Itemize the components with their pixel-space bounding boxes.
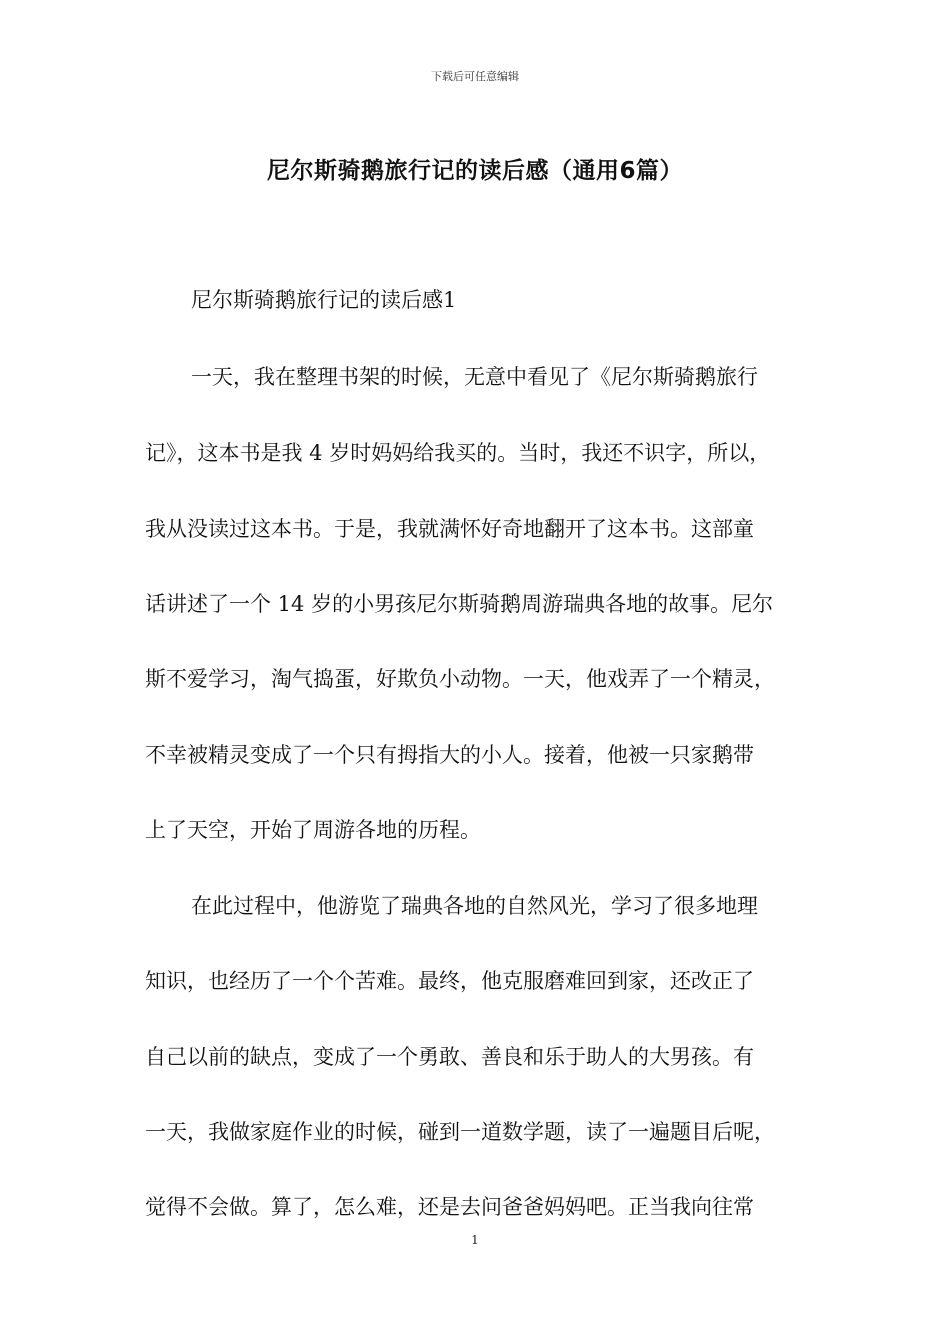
paragraph-line: 我从没读过这本书。于是，我就满怀好奇地翻开了这本书。这部童: [145, 517, 754, 541]
paragraph-line: 上了天空，开始了周游各地的历程。: [145, 818, 481, 842]
section-heading: 尼尔斯骑鹅旅行记的读后感1: [191, 288, 457, 312]
paragraph-line: 不幸被精灵变成了一个只有拇指大的小人。接着，他被一只家鹅带: [145, 743, 754, 767]
paragraph-line: 自己以前的缺点，变成了一个勇敢、善良和乐于助人的大男孩。有: [145, 1045, 754, 1069]
paragraph-line: 一天，我在整理书架的时候，无意中看见了《尼尔斯骑鹅旅行: [191, 365, 758, 389]
page-number: 1: [471, 1233, 479, 1247]
paragraph-line: 话讲述了一个 14 岁的小男孩尼尔斯骑鹅周游瑞典各地的故事。尼尔: [145, 592, 774, 616]
paragraph-line: 一天，我做家庭作业的时候，碰到一道数学题，读了一遍题目后呢，: [145, 1120, 775, 1144]
paragraph-line: 觉得不会做。算了，怎么难，还是去问爸爸妈妈吧。正当我向往常: [145, 1195, 754, 1219]
paragraph-line: 记》，这本书是我 4 岁时妈妈给我买的。当时，我还不识字，所以，: [145, 441, 771, 465]
paragraph-line: 斯不爱学习，淘气捣蛋，好欺负小动物。一天，他戏弄了一个精灵，: [145, 667, 775, 691]
paragraph-line: 知识，也经历了一个个苦难。最终，他克服磨难回到家，还改正了: [145, 969, 754, 993]
header-note: 下载后可任意编辑: [431, 70, 519, 83]
document-title: 尼尔斯骑鹅旅行记的读后感（通用6篇）: [266, 158, 683, 184]
paragraph-line: 在此过程中，他游览了瑞典各地的自然风光，学习了很多地理: [191, 894, 758, 918]
